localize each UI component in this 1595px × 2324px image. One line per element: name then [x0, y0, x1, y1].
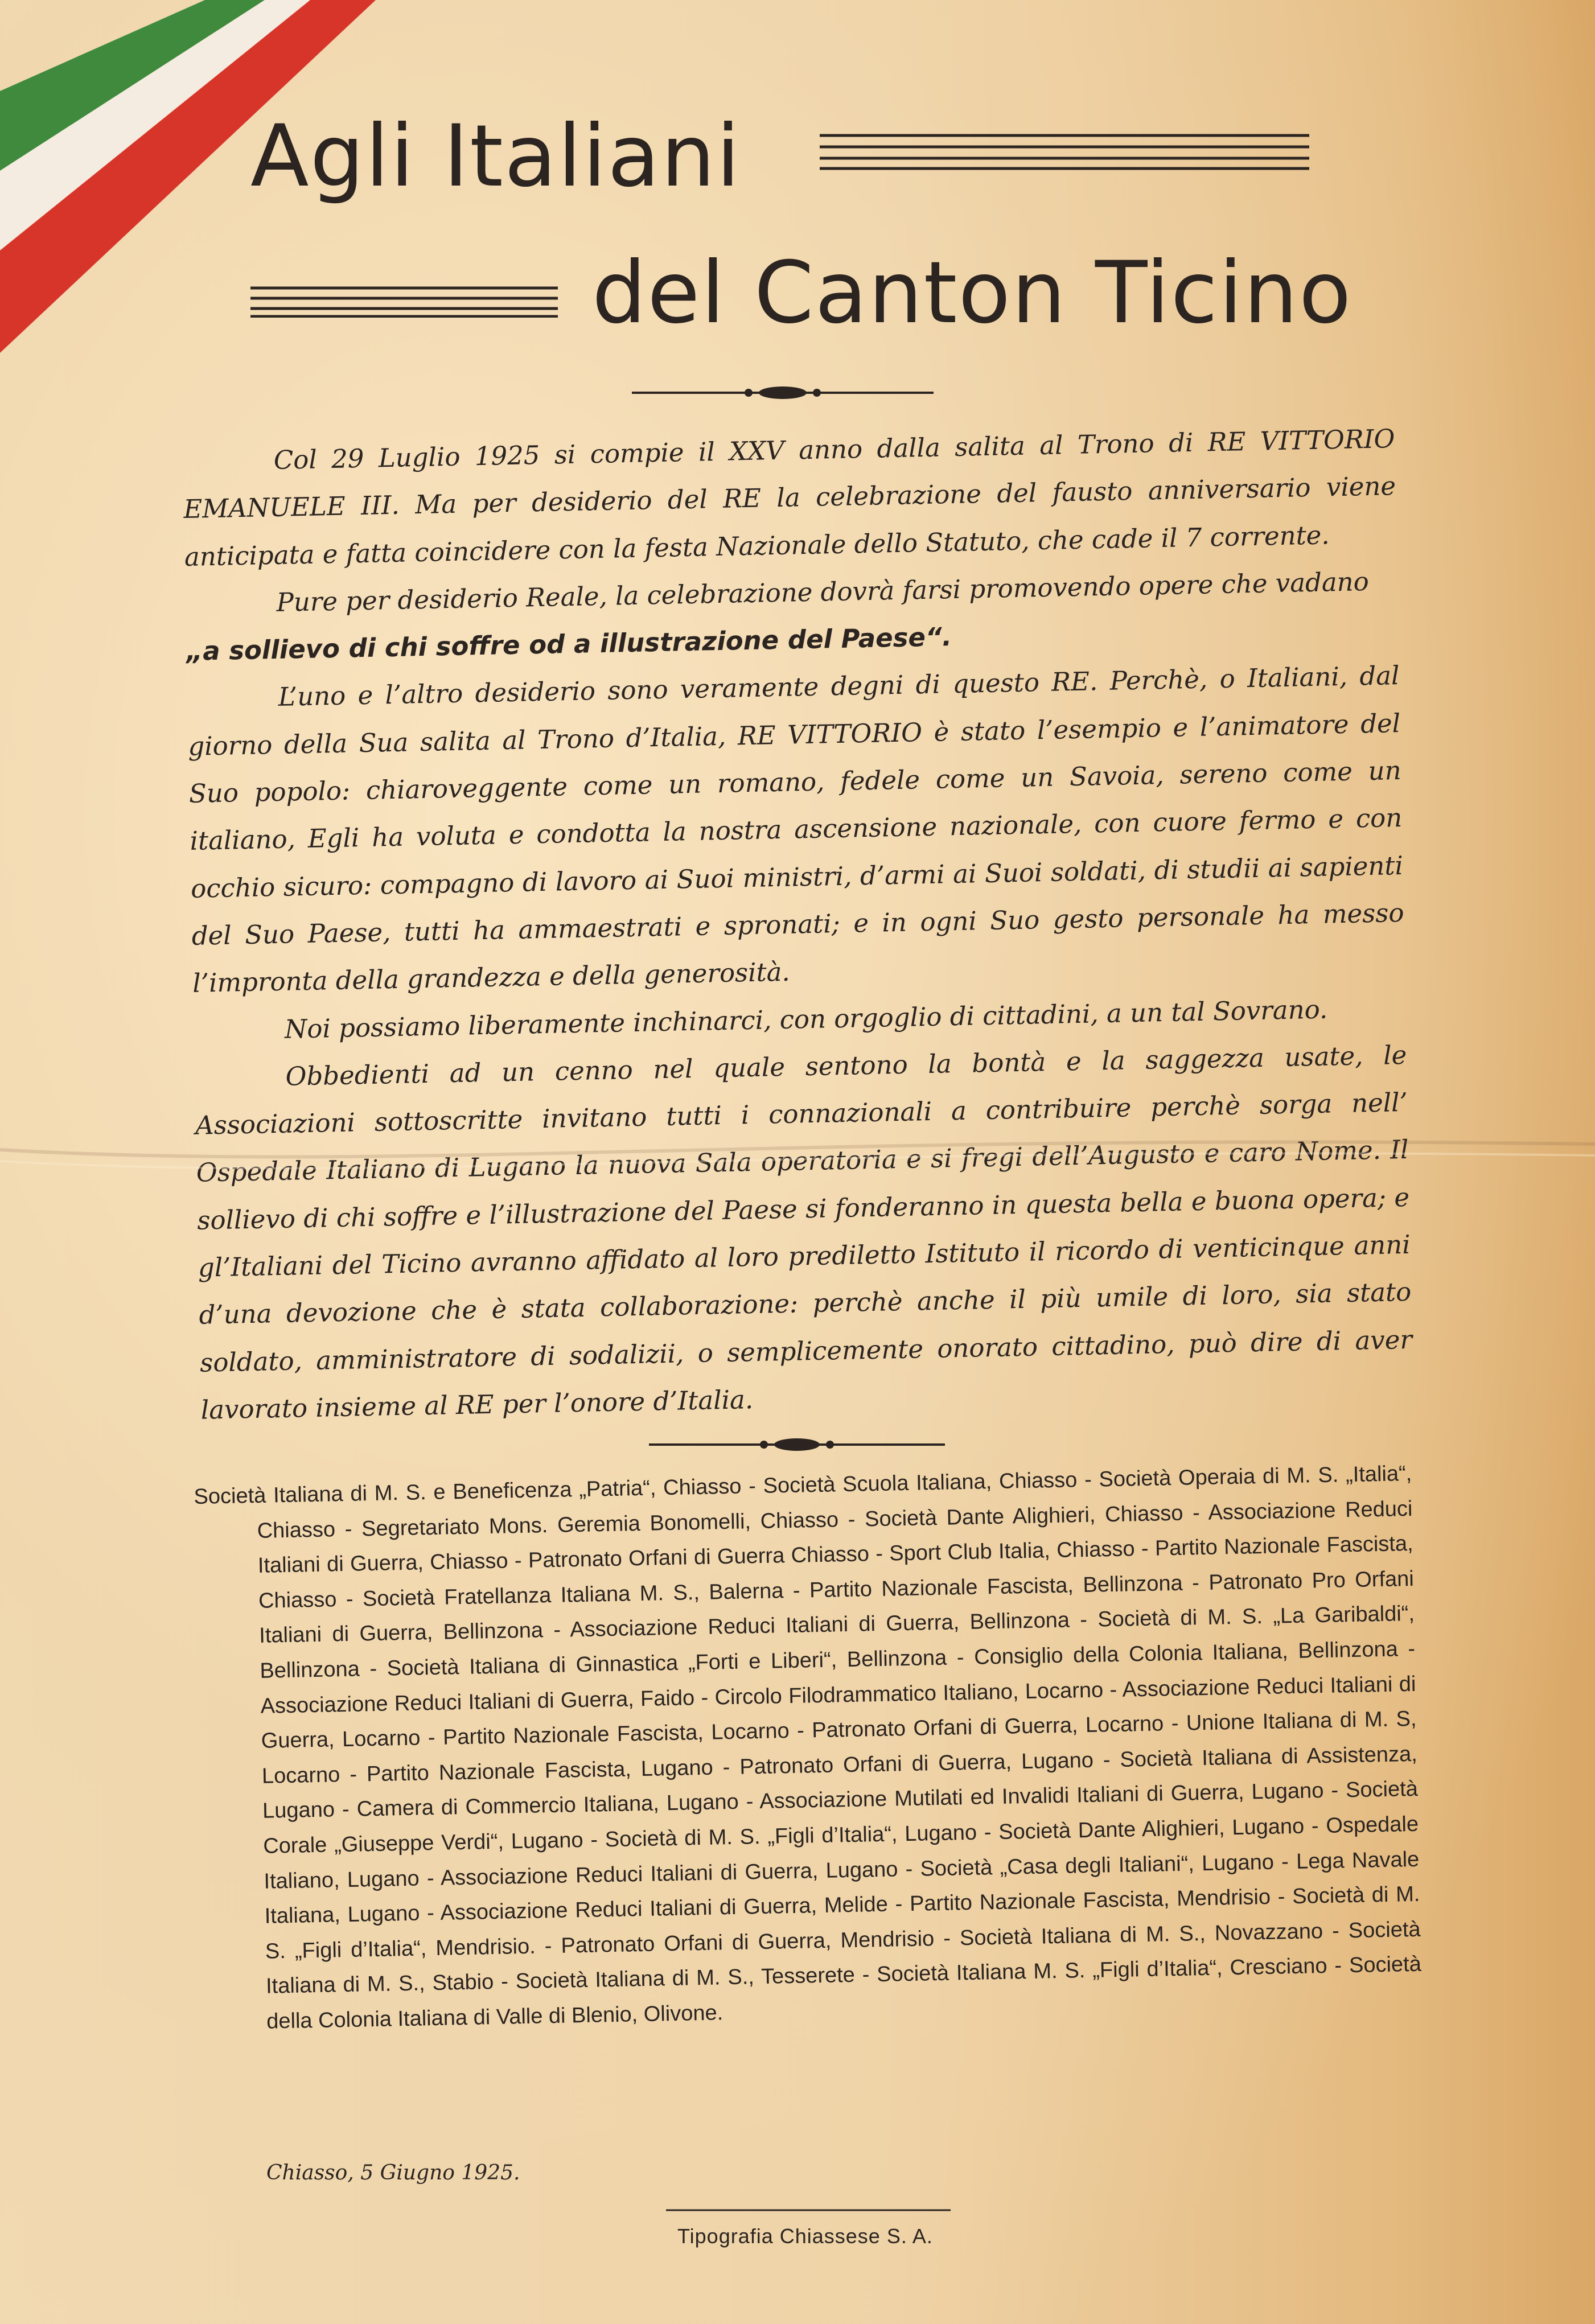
ornament-separator-bottom [649, 1434, 945, 1455]
paragraph-1: Col 29 Luglio 1925 si compie il XXV anno dalla salita al Trono di RE VITTORIO EMANUELE III. Ma per desiderio del RE la celebrazione del fausto anniversario viene anticipata e fatta coincidere con la festa Nazionale dello Statuto, che cade il 7 corrente. [183, 423, 1396, 572]
paragraph-5: Obbedienti ad un cenno nel quale sentono la bontà e la saggezza usate, le Associazioni sottoscritte invitano tutti i connazionali a contribuire perchè sorga nell’ Ospedale Italiano di Lugano la nuova Sala operatoria e si fregi dell’Augusto e caro Nome. Il sollievo di chi soffre e l’illustrazione del Paese si fonderanno in questa bella e buona opera; e gl’Italiani del Ticino avranno affidato al loro prediletto Istituto il ricordo di venticinque anni d’una devozione che è stata collaborazione: perchè anche il più umile di loro, sia stato soldato, amministratore di sodalizii, o semplicemente onorato cittadino, può dire di aver lavorato insieme al RE per l’onore d’Italia. [195, 1039, 1413, 1425]
ornament-separator-top [632, 382, 934, 403]
title-line-1: Agli Italiani [250, 107, 741, 206]
signatory-associations: Società Italiana di M. S. e Beneficenza „Patria“, Chiasso - Società Scuola Italiana, Chiasso - Società Operaia di M. S. „Italia“, Chiasso - Segretariato Mons. Geremia Bonomelli, Chiasso - Società Dante Alighieri, Chiasso - Associazione Reduci Italiani di Guerra, Chiasso - Patronato Orfani di Guerra Chiasso - Sport Club Italia, Chiasso - Partito Nazionale Fascista, Chiasso - Società Fratellanza Italiana M. S., Balerna - Partito Nazionale Fascista, Bellinzona - Patronato Pro Orfani Italiani di Guerra, Bellinzona - Associazione Reduci Italiani di Guerra, Bellinzona - Società di M. S. „La Garibaldi“, Bellinzona - Società Italiana di Ginnastica „Forti e Liberi“, Bellinzona - Consiglio della Colonia Italiana, Bellinzona - Associazione Reduci Italiani di Guerra, Faido - Circolo Filodrammatico Italiano, Locarno - Associazione Reduci Italiani di Guerra, Locarno - Partito Nazionale Fascista, Locarno - Patronato Orfani di Guerra, Locarno - Unione Italiana di M. S, Locarno - Partito Nazionale Fascista, Lugano - Patronato Orfani di Guerra, Lugano - Società Italiana di Assistenza, Lugano - Camera di Commercio Italiana, Lugano - Associazione Mutilati ed Invalidi Italiani di Guerra, Lugano - Società Corale „Giuseppe Verdi“, Lugano - Società di M. S. „Figli d’Italia“, Lugano - Società Dante Alighieri, Lugano - Ospedale Italiano, Lugano - Associazione Reduci Italiani di Guerra, Lugano - Società „Casa degli Italiani“, Lugano - Lega Navale Italiana, Lugano - Associazione Reduci Italiani di Guerra, Melide - Partito Nazionale Fascista, Mendrisio - Società di M. S. „Figli d’Italia“, Mendrisio. - Patronato Orfani di Guerra, Mendrisio - Società Italiana di M. S., Novazzano - Società Italiana di M. S., Stabio - Società Italiana di M. S., Tesserete - Società Italiana M. S. „Figli d’Italia“, Cresciano - Società della Colonia Italiana di Valle di Blenio, Olivone. [194, 1461, 1422, 2034]
title-double-rule-left [250, 283, 558, 318]
title-line-2: del Canton Ticino [592, 244, 1353, 343]
proclamation-body [182, 415, 1413, 1434]
paragraph-2: Pure per desiderio Reale, la celebrazione dovrà farsi promovendo opere che vadano [276, 566, 1370, 618]
title-double-rule-right [820, 130, 1309, 175]
paragraph-quote: „a sollievo di chi soffre od a illustrazione del Paese“. [186, 622, 952, 667]
paragraph-4: Noi possiamo liberamente inchinarci, con orgoglio di cittadini, a un tal Sovrano. [284, 994, 1328, 1044]
printer-credit: Tipografia Chiassese S. A. [677, 2224, 933, 2248]
date-place: Chiasso, 5 Giugno 1925. [266, 2161, 520, 2185]
printer-rule [666, 2208, 951, 2212]
paragraph-3: L’uno e l’altro desiderio sono veramente degni di questo RE. Perchè, o Italiani, dal giorno della Sua salita al Trono d’Italia, RE VITTORIO è stato l’esempio e l’animatore del Suo popolo: chiaroveggente come un romano, fedele come un Savoia, sereno come un italiano, Egli ha voluta e condotta la nostra ascensione nazionale, con cuore fermo e con occhio sicuro: compagno di lavoro ai Suoi ministri, d’armi ai Suoi soldati, di studii ai sapienti del Suo Paese, tutti ha ammaestrati e spronati; e in ogni Suo gesto personale ha messo l’impronta della grandezza e della generosità. [187, 660, 1404, 999]
